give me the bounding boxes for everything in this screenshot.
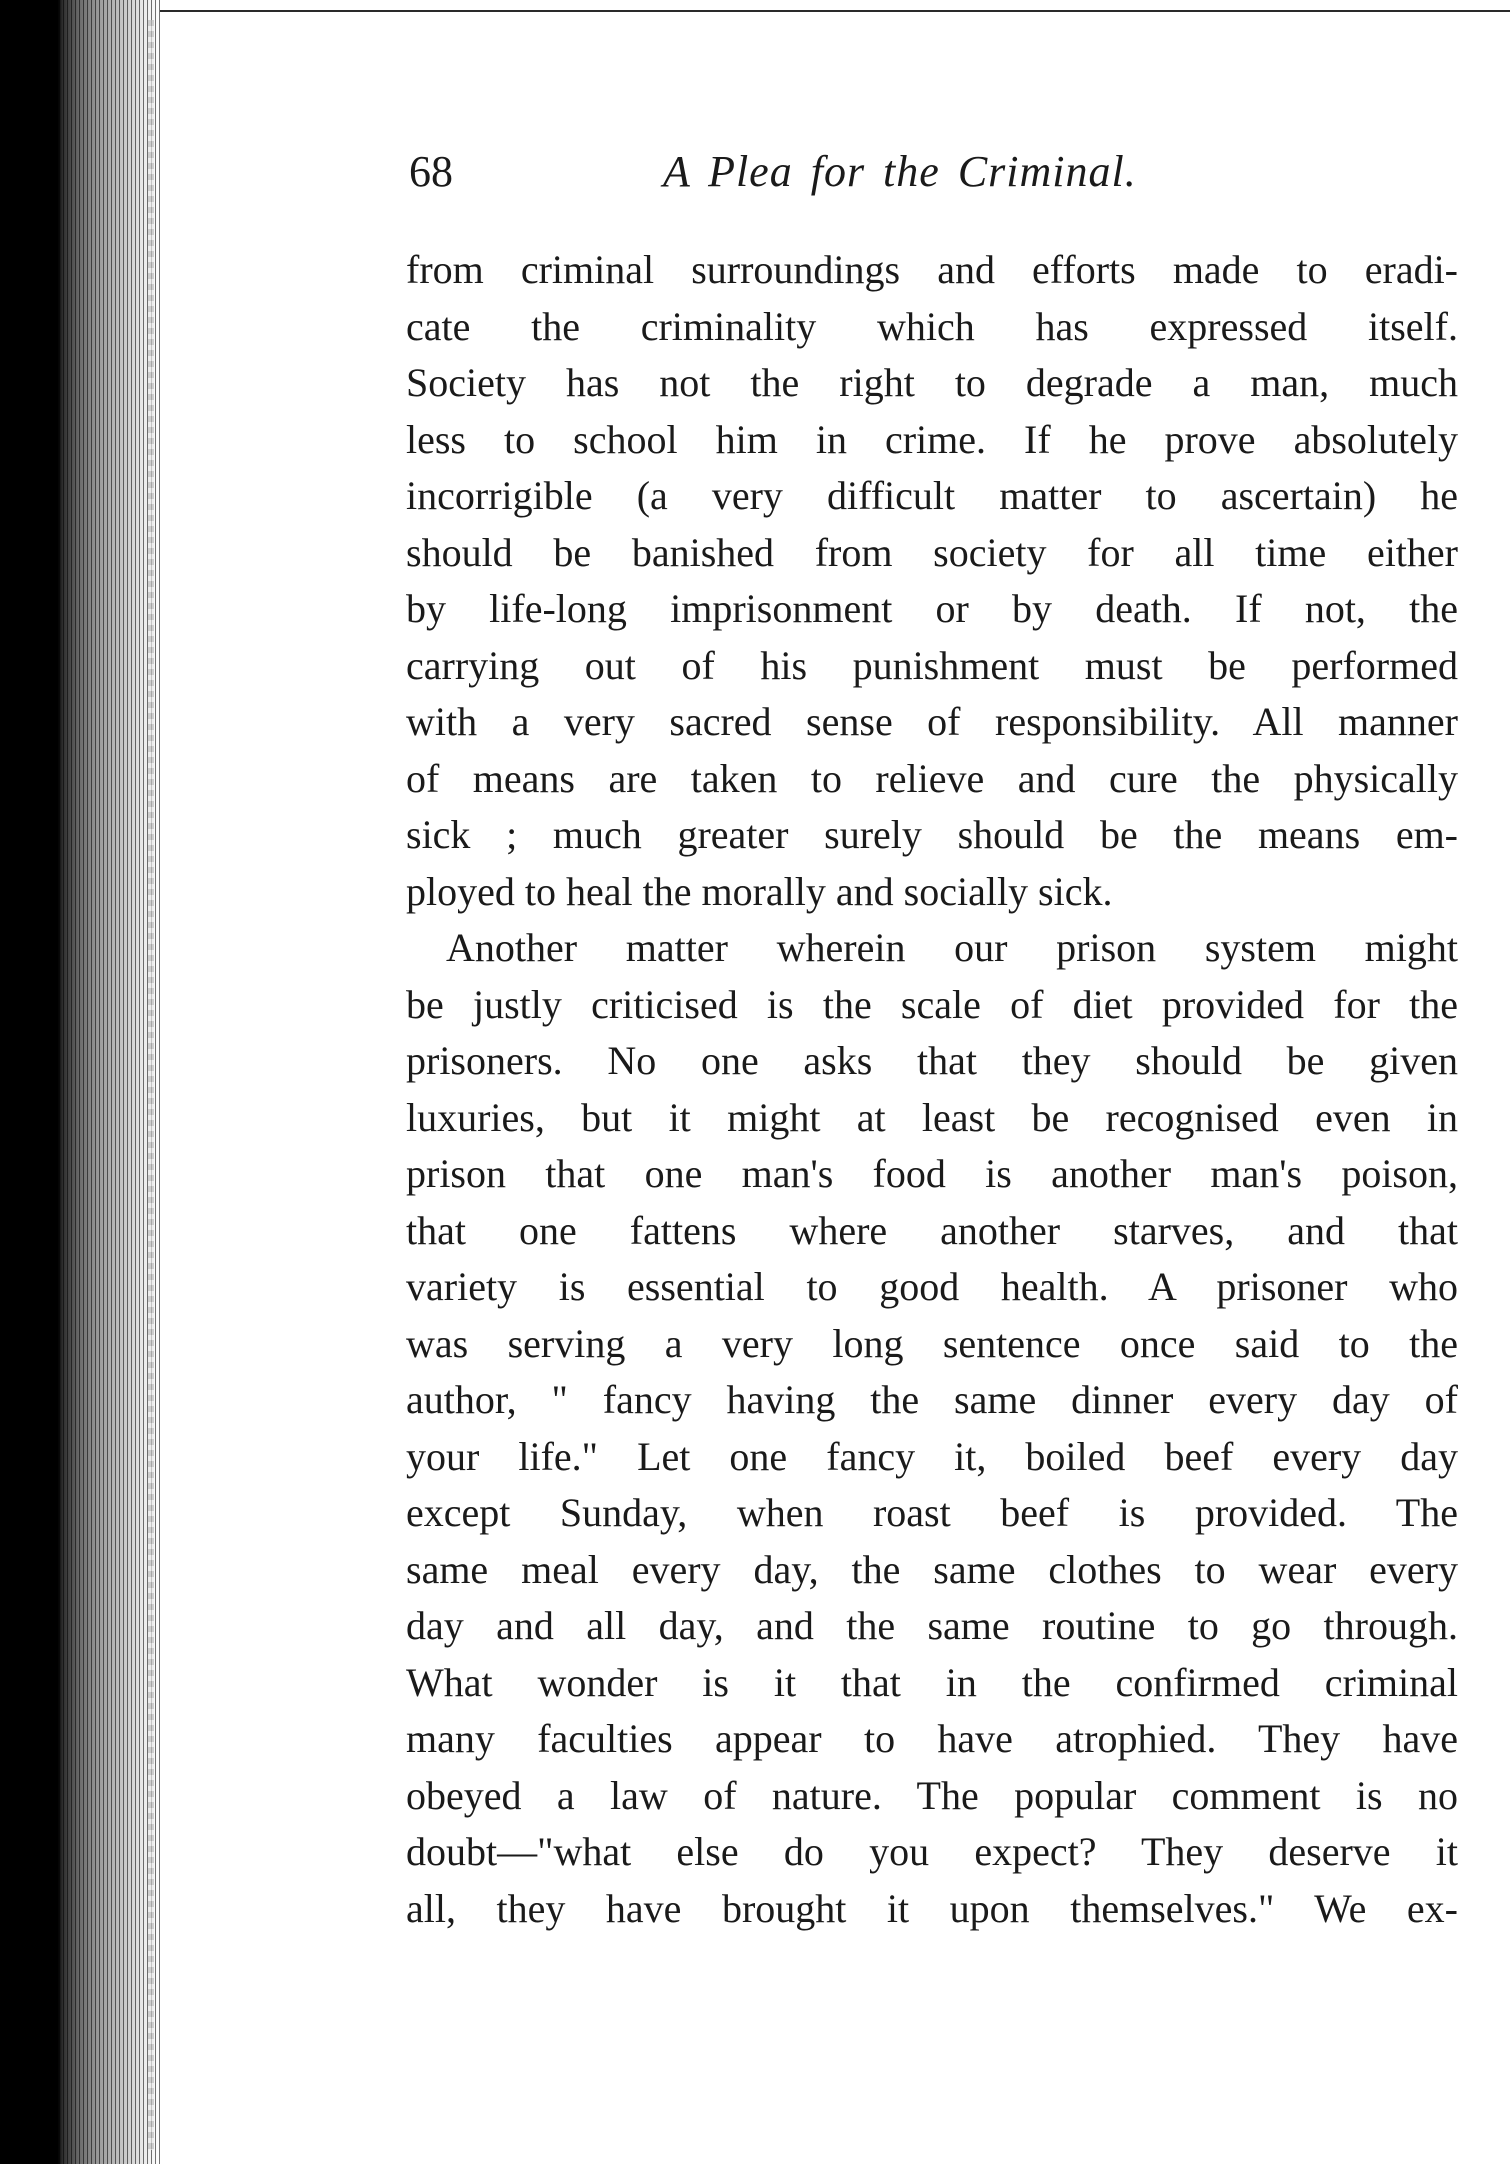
text-line: less to school him in crime. If he prove absolutely bbox=[406, 416, 1458, 462]
text-line: carrying out of his punishment must be performed bbox=[406, 642, 1458, 688]
paragraph-1 bbox=[406, 242, 1458, 920]
text-line: author, " fancy having the same dinner every day of bbox=[406, 1377, 1458, 1422]
text-line: was serving a very long sentence once said to the bbox=[406, 1320, 1458, 1366]
page-edge-texture bbox=[148, 20, 154, 2150]
text-line: your life." Let one fancy it, boiled beef every day bbox=[406, 1433, 1458, 1479]
text-line: with a very sacred sense of responsibility. All manner bbox=[406, 699, 1458, 744]
text-line: cate the criminality which has expressed itself. bbox=[406, 303, 1458, 349]
book-binding-edge bbox=[0, 0, 160, 2164]
text-line: from criminal surroundings and efforts made to eradi- bbox=[406, 247, 1458, 292]
text-line: ployed to heal the morally and socially sick. bbox=[406, 868, 1113, 914]
text-line: should be banished from society for all time either bbox=[406, 529, 1458, 575]
text-line: all, they have brought it upon themselves." We ex- bbox=[406, 1885, 1458, 1931]
text-line: by life-long imprisonment or by death. If not, the bbox=[406, 586, 1458, 631]
text-line: variety is essential to good health. A prisoner who bbox=[406, 1264, 1458, 1309]
running-title: A Plea for the Criminal. bbox=[663, 147, 1137, 196]
text-line: except Sunday, when roast beef is provided. The bbox=[406, 1490, 1458, 1535]
text-line: that one fattens where another starves, and that bbox=[406, 1207, 1458, 1253]
text-line: Another matter wherein our prison system might bbox=[446, 925, 1458, 970]
text-line: Society has not the right to degrade a man, much bbox=[406, 360, 1458, 405]
text-line: obeyed a law of nature. The popular comment is no bbox=[406, 1772, 1458, 1818]
text-line: prison that one man's food is another man's poison, bbox=[406, 1151, 1458, 1196]
text-line: day and all day, and the same routine to go through. bbox=[406, 1603, 1458, 1648]
text-line: prisoners. No one asks that they should be given bbox=[406, 1038, 1458, 1083]
text-line: many faculties appear to have atrophied. They have bbox=[406, 1716, 1458, 1761]
body-text bbox=[406, 242, 1458, 1937]
text-line: doubt—"what else do you expect? They deserve it bbox=[406, 1829, 1458, 1874]
paragraph-2 bbox=[406, 920, 1458, 1937]
text-line: same meal every day, the same clothes to wear every bbox=[406, 1546, 1458, 1592]
text-line: What wonder is it that in the confirmed criminal bbox=[406, 1659, 1458, 1705]
text-line: luxuries, but it might at least be recognised even in bbox=[406, 1094, 1458, 1140]
text-line: of means are taken to relieve and cure the physically bbox=[406, 755, 1458, 801]
top-rule bbox=[0, 10, 1510, 12]
text-line: be justly criticised is the scale of diet provided for the bbox=[406, 981, 1458, 1027]
page-number: 68 bbox=[409, 147, 453, 196]
text-line: sick ; much greater surely should be the means em- bbox=[406, 812, 1458, 857]
text-line: incorrigible (a very difficult matter to ascertain) he bbox=[406, 473, 1458, 518]
running-header bbox=[409, 142, 1459, 202]
